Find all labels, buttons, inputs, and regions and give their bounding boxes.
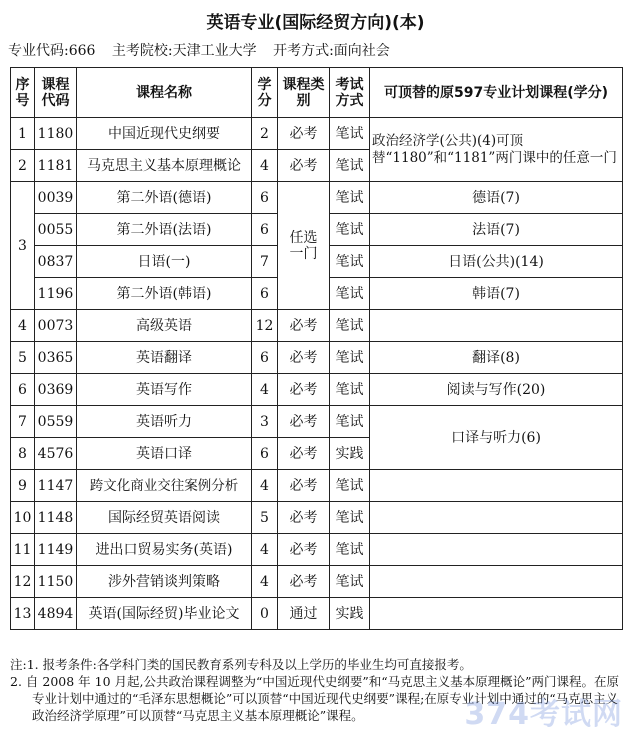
cell-credit: 4 <box>252 566 278 598</box>
table-row <box>11 534 623 566</box>
cell-type: 必考 <box>278 502 330 534</box>
cell-code: 1181 <box>35 150 77 182</box>
cell-credit: 4 <box>252 470 278 502</box>
cell-credit: 7 <box>252 246 278 278</box>
course-table <box>10 67 623 630</box>
table-row <box>11 502 623 534</box>
cell-replace <box>370 502 623 534</box>
cell-seq: 6 <box>11 374 35 406</box>
cell-code: 0039 <box>35 182 77 214</box>
cell-code: 1148 <box>35 502 77 534</box>
table-row <box>11 374 623 406</box>
cell-type: 必考 <box>278 310 330 342</box>
header-credit: 学分 <box>252 68 278 118</box>
cell-replace: 韩语(7) <box>370 278 623 310</box>
cell-code: 4576 <box>35 438 77 470</box>
cell-name: 中国近现代史纲要 <box>77 118 252 150</box>
cell-credit: 12 <box>252 310 278 342</box>
cell-credit: 3 <box>252 406 278 438</box>
cell-credit: 6 <box>252 342 278 374</box>
exam-mode: 开考方式:面向社会 <box>273 43 390 59</box>
cell-code: 1150 <box>35 566 77 598</box>
cell-code: 0837 <box>35 246 77 278</box>
cell-name: 英语口译 <box>77 438 252 470</box>
watermark-logo: 374考试网 <box>464 697 623 732</box>
cell-type: 必考 <box>278 118 330 150</box>
cell-credit: 5 <box>252 502 278 534</box>
cell-replace <box>370 534 623 566</box>
exam-school: 主考院校:天津工业大学 <box>111 43 257 59</box>
cell-name: 进出口贸易实务(英语) <box>77 534 252 566</box>
header-seq: 序号 <box>11 68 35 118</box>
cell-code: 1149 <box>35 534 77 566</box>
cell-credit: 4 <box>252 534 278 566</box>
cell-exam: 笔试 <box>330 374 370 406</box>
header-exam: 考试方式 <box>330 68 370 118</box>
cell-seq: 9 <box>11 470 35 502</box>
cell-name: 日语(一) <box>77 246 252 278</box>
cell-name: 马克思主义基本原理概论 <box>77 150 252 182</box>
cell-code: 1147 <box>35 470 77 502</box>
cell-exam: 笔试 <box>330 534 370 566</box>
table-row <box>11 470 623 502</box>
cell-replace: 口译与听力(6) <box>370 406 623 470</box>
cell-replace: 德语(7) <box>370 182 623 214</box>
cell-exam: 笔试 <box>330 342 370 374</box>
table-row <box>11 118 623 150</box>
page-title: 英语专业(国际经贸方向)(本) <box>206 13 425 33</box>
header-name: 课程名称 <box>77 68 252 118</box>
table-row <box>11 342 623 374</box>
cell-type: 必考 <box>278 438 330 470</box>
cell-credit: 6 <box>252 214 278 246</box>
cell-type: 必考 <box>278 374 330 406</box>
cell-replace-politics: 政治经济学(公共)(4)可顶替“1180”和“1181”两门课中的任意一门 <box>370 118 623 182</box>
major-code: 专业代码:666 <box>8 43 96 59</box>
cell-replace <box>370 598 623 630</box>
cell-name: 第二外语(法语) <box>77 214 252 246</box>
table-row <box>11 598 623 630</box>
cell-seq: 1 <box>11 118 35 150</box>
cell-replace: 翻译(8) <box>370 342 623 374</box>
cell-replace: 法语(7) <box>370 214 623 246</box>
cell-exam: 笔试 <box>330 246 370 278</box>
cell-name: 国际经贸英语阅读 <box>77 502 252 534</box>
table-row <box>11 406 623 438</box>
cell-seq: 3 <box>11 182 35 310</box>
cell-replace: 日语(公共)(14) <box>370 246 623 278</box>
header-type: 课程类别 <box>278 68 330 118</box>
footnote-1: 注:1. 报考条件:各学科门类的国民教育系列专科及以上学历的毕业生均可直接报考。 <box>10 657 472 672</box>
cell-seq: 10 <box>11 502 35 534</box>
cell-credit: 2 <box>252 118 278 150</box>
cell-type: 通过 <box>278 598 330 630</box>
cell-code: 1196 <box>35 278 77 310</box>
cell-name: 英语翻译 <box>77 342 252 374</box>
table-row <box>11 182 623 214</box>
cell-exam: 笔试 <box>330 182 370 214</box>
cell-exam: 笔试 <box>330 406 370 438</box>
footnote-2: 2. 自 2008 年 10 月起,公共政治课程调整为“中国近现代史纲要”和“马克思主义基本原理概论”两门课程。在原专业计划中通过的“毛泽东思想概论”可以顶替“中国近现代史纲要”课程;在原专业计划中通过的“马克思主义政治经济学原理”可以顶替“马克思主义基本原理概论”课程。 <box>10 674 620 723</box>
cell-credit: 6 <box>252 182 278 214</box>
header-replace: 可顶替的原597专业计划课程(学分) <box>370 68 623 118</box>
cell-name: 涉外营销谈判策略 <box>77 566 252 598</box>
cell-name: 英语写作 <box>77 374 252 406</box>
table-header-row <box>11 68 623 118</box>
table-row <box>11 566 623 598</box>
cell-seq: 13 <box>11 598 35 630</box>
cell-name: 英语听力 <box>77 406 252 438</box>
table-row <box>11 310 623 342</box>
cell-type: 必考 <box>278 342 330 374</box>
cell-type: 必考 <box>278 150 330 182</box>
cell-seq: 12 <box>11 566 35 598</box>
cell-seq: 2 <box>11 150 35 182</box>
cell-name: 英语(国际经贸)毕业论文 <box>77 598 252 630</box>
cell-code: 0559 <box>35 406 77 438</box>
cell-seq: 4 <box>11 310 35 342</box>
cell-code: 4894 <box>35 598 77 630</box>
cell-seq: 8 <box>11 438 35 470</box>
cell-code: 0055 <box>35 214 77 246</box>
cell-type: 必考 <box>278 534 330 566</box>
cell-code: 0365 <box>35 342 77 374</box>
cell-type: 必考 <box>278 566 330 598</box>
cell-exam: 笔试 <box>330 214 370 246</box>
cell-code: 1180 <box>35 118 77 150</box>
cell-type: 必考 <box>278 470 330 502</box>
header-code: 课程代码 <box>35 68 77 118</box>
cell-seq: 7 <box>11 406 35 438</box>
major-meta <box>8 40 402 60</box>
cell-exam: 笔试 <box>330 118 370 150</box>
cell-name: 跨文化商业交往案例分析 <box>77 470 252 502</box>
cell-name: 第二外语(韩语) <box>77 278 252 310</box>
cell-exam: 笔试 <box>330 470 370 502</box>
cell-replace <box>370 310 623 342</box>
cell-credit: 0 <box>252 598 278 630</box>
cell-name: 第二外语(德语) <box>77 182 252 214</box>
cell-exam: 笔试 <box>330 278 370 310</box>
cell-credit: 4 <box>252 150 278 182</box>
cell-exam: 实践 <box>330 598 370 630</box>
cell-exam: 笔试 <box>330 566 370 598</box>
cell-replace <box>370 566 623 598</box>
cell-replace: 阅读与写作(20) <box>370 374 623 406</box>
cell-credit: 6 <box>252 278 278 310</box>
cell-seq: 5 <box>11 342 35 374</box>
cell-credit: 6 <box>252 438 278 470</box>
cell-exam: 笔试 <box>330 150 370 182</box>
cell-type-elective: 任选一门 <box>278 182 330 310</box>
cell-code: 0073 <box>35 310 77 342</box>
cell-exam: 笔试 <box>330 502 370 534</box>
cell-type: 必考 <box>278 406 330 438</box>
cell-code: 0369 <box>35 374 77 406</box>
cell-replace <box>370 470 623 502</box>
cell-exam: 笔试 <box>330 310 370 342</box>
cell-credit: 4 <box>252 374 278 406</box>
cell-exam: 实践 <box>330 438 370 470</box>
cell-name: 高级英语 <box>77 310 252 342</box>
cell-seq: 11 <box>11 534 35 566</box>
